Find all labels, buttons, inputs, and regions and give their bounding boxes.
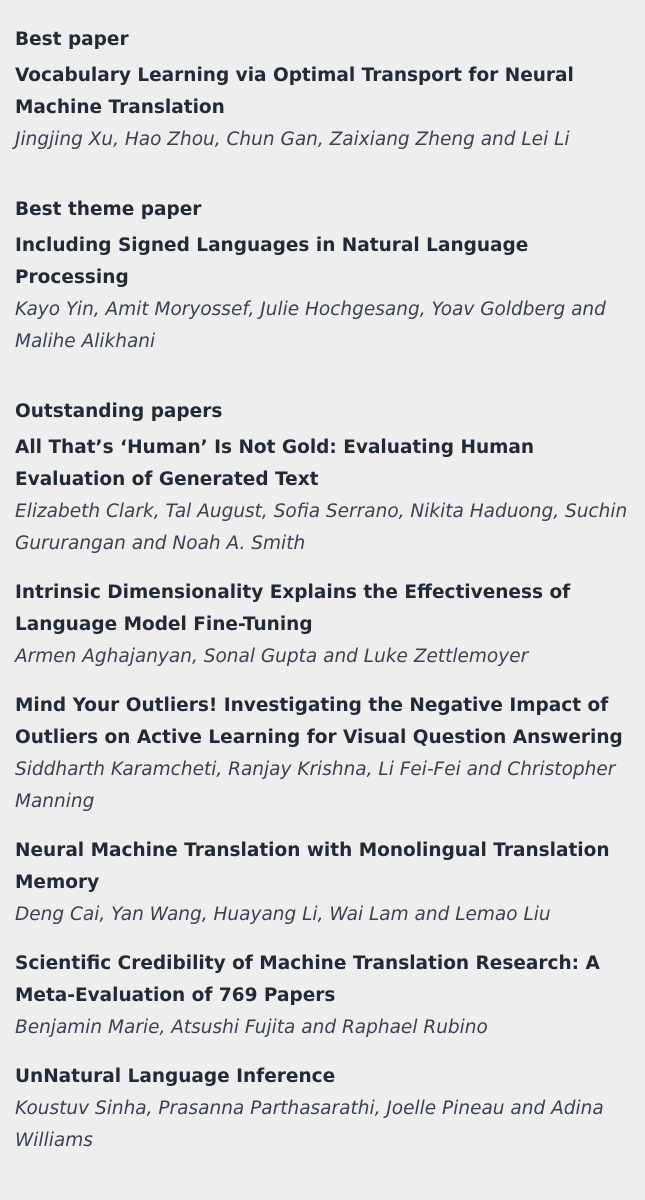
paper-authors: Siddharth Karamcheti, Ranjay Krishna, Li Fei-Fei and Christopher Manning xyxy=(15,759,616,812)
paper-entry xyxy=(15,60,633,156)
paper-title: Mind Your Outliers! Investigating the Negative Impact of Outliers on Active Learning for Visual Question Answering xyxy=(15,695,623,748)
paper-entry xyxy=(15,577,633,673)
paper-authors: Elizabeth Clark, Tal August, Sofia Serrano, Nikita Haduong, Suchin Gururangan and Noah A. Smith xyxy=(15,501,628,554)
paper-title: UnNatural Language Inference xyxy=(15,1066,336,1087)
paper-authors: Jingjing Xu, Hao Zhou, Chun Gan, Zaixiang Zheng and Lei Li xyxy=(15,129,570,150)
paper-authors: Benjamin Marie, Atsushi Fujita and Raphael Rubino xyxy=(15,1017,488,1038)
paper-title: Scientific Credibility of Machine Translation Research: A Meta-Evaluation of 769 Papers xyxy=(15,953,600,1006)
section-heading: Best paper xyxy=(15,29,129,50)
paper-entry xyxy=(15,432,633,560)
section-heading: Best theme paper xyxy=(15,199,202,220)
paper-authors: Armen Aghajanyan, Sonal Gupta and Luke Zettlemoyer xyxy=(15,646,529,667)
paper-entry xyxy=(15,948,633,1044)
section-heading: Outstanding papers xyxy=(15,401,223,422)
paper-authors: Koustuv Sinha, Prasanna Parthasarathi, Joelle Pineau and Adina Williams xyxy=(15,1098,604,1151)
paper-title: Vocabulary Learning via Optimal Transport for Neural Machine Translation xyxy=(15,65,574,118)
section-best-paper xyxy=(15,26,633,156)
paper-entry xyxy=(15,1061,633,1157)
paper-title: Intrinsic Dimensionality Explains the Effectiveness of Language Model Fine-Tuning xyxy=(15,582,571,635)
section-outstanding-papers xyxy=(15,398,633,1157)
paper-title: Neural Machine Translation with Monolingual Translation Memory xyxy=(15,840,610,893)
paper-authors: Deng Cai, Yan Wang, Huayang Li, Wai Lam and Lemao Liu xyxy=(15,904,551,925)
paper-entry xyxy=(15,230,633,358)
section-best-theme-paper xyxy=(15,196,633,358)
paper-authors: Kayo Yin, Amit Moryossef, Julie Hochgesang, Yoav Goldberg and Malihe Alikhani xyxy=(15,299,606,352)
paper-entry xyxy=(15,835,633,931)
paper-title: All That’s ‘Human’ Is Not Gold: Evaluating Human Evaluation of Generated Text xyxy=(15,437,535,490)
paper-title: Including Signed Languages in Natural Language Processing xyxy=(15,235,529,288)
paper-entry xyxy=(15,690,633,818)
